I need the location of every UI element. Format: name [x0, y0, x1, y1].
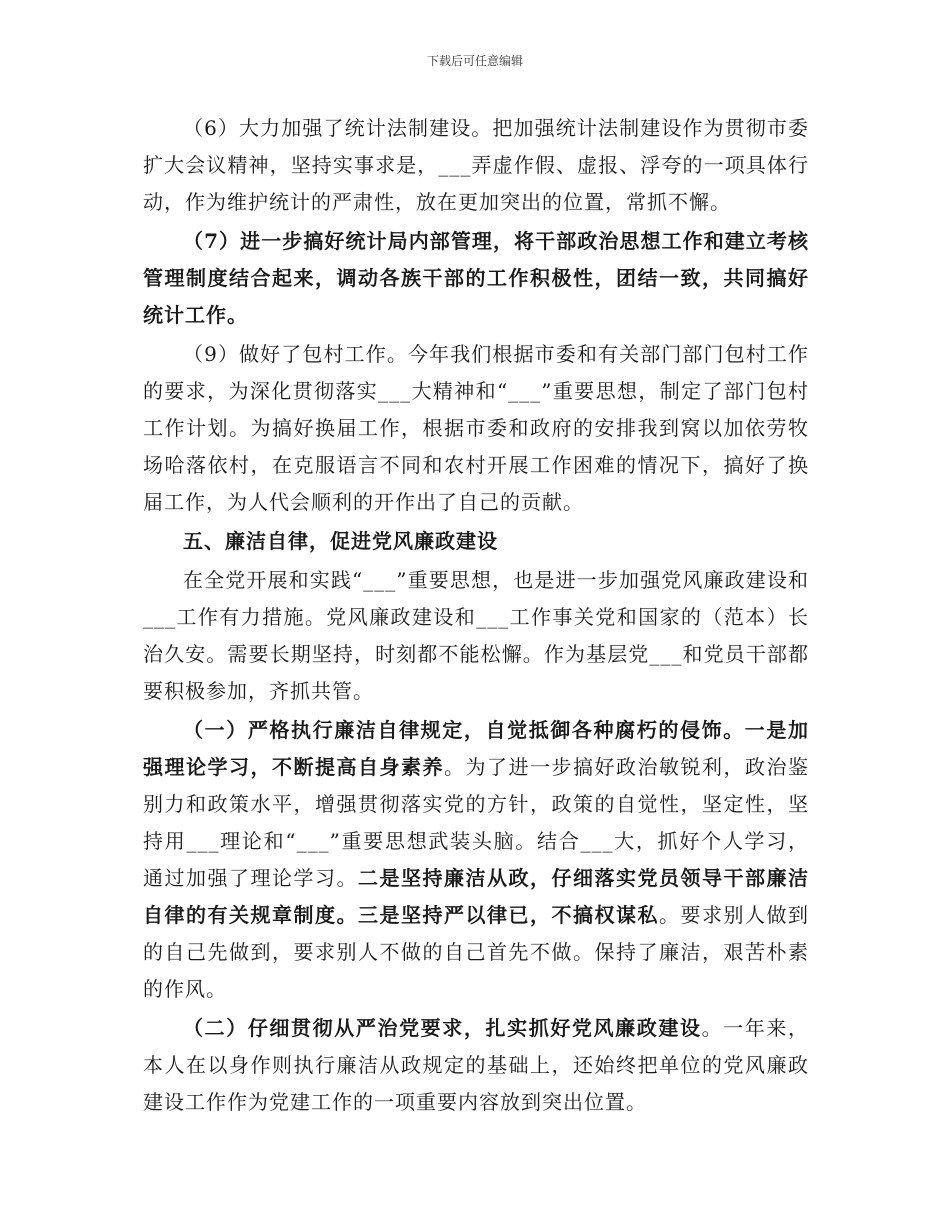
paragraph-6-legal-construction	[143, 110, 809, 221]
paragraph-text: 在全党开展和实践“___”重要思想，也是进一步加强党风廉政建设和___工作有力措施。党风廉政建设和___工作事关党和国家的（范本）长治久安。需要长期坚持，时刻都不能松懈。作为基层党___和党员干部都要积极参加，齐抓共管。	[143, 568, 809, 703]
paragraph-text: （9）做好了包村工作。今年我们根据市委和有关部门部门包村工作的要求，为深化贯彻落实___大精神和“___”重要思想，制定了部门包村工作计划。为搞好换届工作，根据市委和政府的安排我到窝以加依劳牧场哈落依村，在克服语言不同和农村开展工作困难的情况下，搞好了换届工作，为人代会顺利的开作出了自己的贡献。	[143, 342, 809, 514]
section-heading-text: 五、廉洁自律，促进党风廉政建设	[183, 529, 498, 553]
paragraph-text: 。为了进一步搞好政治敏锐利，政治鉴别力和政策水平，增强贯彻落实党的方针，政策的自觉性，坚定性，坚持用___理论和“___”重要思想武装头脑。结合___大，抓好个人学习，通过加强了理论学习。	[143, 755, 809, 890]
page-header-note: 下载后可任意编辑	[426, 54, 523, 68]
paragraph-text-bold: （一）严格执行廉洁自律规定，自觉抵御各种腐朽的侵饰。一是加强理论学习，不断提高自身素养	[143, 718, 809, 779]
paragraph-text-bold: 二是坚持廉洁从政，仔细落实党员领导干部廉洁自律的有关规章制度。三是坚持严以律已，不搞权谋私	[143, 866, 809, 927]
paragraph-integrity-rules	[143, 712, 809, 1008]
paragraph-text: （6）大力加强了统计法制建设。把加强统计法制建设作为贯彻市委扩大会议精神，坚持实事求是，___弄虚作假、虚报、浮夸的一项具体行动，作为维护统计的严肃性，放在更加突出的位置，常抓不懈。	[143, 116, 809, 214]
document-body	[143, 110, 809, 1123]
paragraph-party-discipline	[143, 1010, 809, 1121]
paragraph-text: 。一年来，本人在以身作则执行廉洁从政规定的基础上，还始终把单位的党风廉政建设工作作为党建工作的一项重要内容放到突出位置。	[143, 1016, 810, 1114]
paragraph-7-internal-management	[143, 223, 809, 334]
paragraph-9-village-work	[143, 336, 809, 521]
paragraph-text-bold: （二）仔细贯彻从严治党要求，扎实抓好党风廉政建设	[183, 1016, 702, 1040]
paragraph-integrity-intro	[143, 562, 809, 710]
paragraph-text-bold: （7）进一步搞好统计局内部管理，将干部政治思想工作和建立考核管理制度结合起来，调动各族干部的工作积极性，团结一致，共同搞好统计工作。	[143, 229, 809, 327]
paragraph-text: 。要求别人做到的自己先做到，要求别人不做的自己首先不做。保持了廉洁，艰苦朴素的作风。	[143, 903, 809, 1001]
section-heading-integrity	[143, 523, 809, 560]
